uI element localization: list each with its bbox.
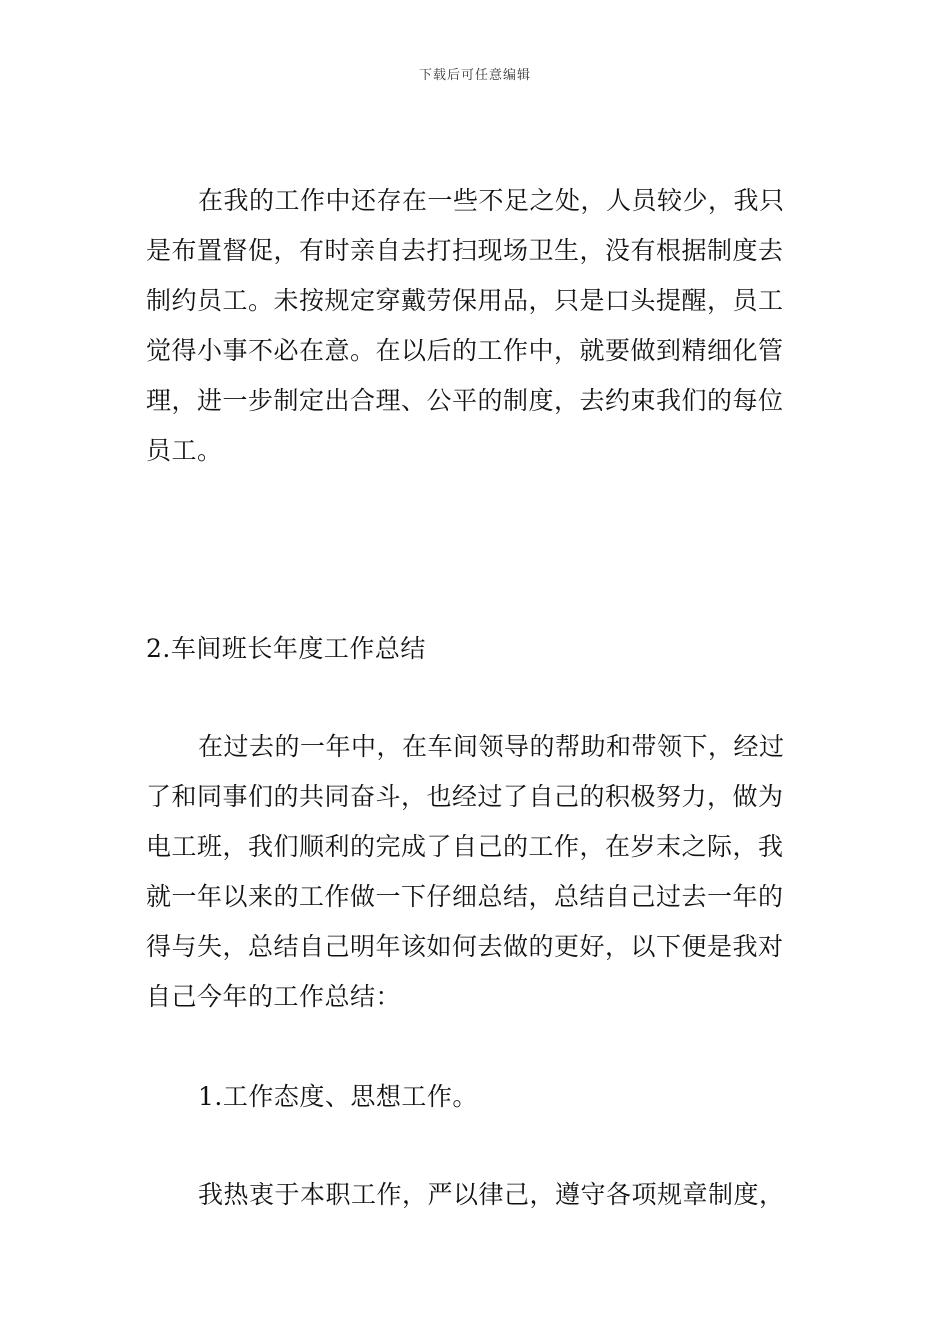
paragraph-line: 是布置督促，有时亲自去打扫现场卫生，没有根据制度去 — [146, 236, 784, 265]
paragraph-line: 在我的工作中还存在一些不足之处，人员较少，我只 — [198, 186, 785, 215]
list-item-text: 1.工作态度、思想工作。 — [198, 1082, 478, 1111]
paragraph-line: 了和同事们的共同奋斗，也经过了自己的积极努力，做为 — [146, 782, 784, 811]
section-title — [146, 624, 810, 674]
paragraph-shortcomings — [146, 176, 810, 476]
paragraph-line: 我热衷于本职工作，严以律己，遵守各项规章制度， — [198, 1180, 785, 1209]
paragraph-line: 电工班，我们顺利的完成了自己的工作，在岁末之际，我 — [146, 832, 784, 861]
paragraph-line: 得与失，总结自己明年该如何去做的更好，以下便是我对 — [146, 932, 784, 961]
paragraph-attitude — [146, 1170, 810, 1220]
paragraph-line: 自己今年的工作总结： — [146, 982, 402, 1011]
paragraph-line: 在过去的一年中，在车间领导的帮助和带领下，经过 — [198, 732, 785, 761]
paragraph-line: 员工。 — [146, 436, 223, 465]
paragraph-line: 觉得小事不必在意。在以后的工作中，就要做到精细化管 — [146, 336, 784, 365]
paragraph-line: 制约员工。未按规定穿戴劳保用品，只是口头提醒，员工 — [146, 286, 784, 315]
paragraph-intro — [146, 722, 810, 1022]
paragraph-line: 理，进一步制定出合理、公平的制度，去约束我们的每位 — [146, 386, 784, 415]
list-item-heading — [146, 1072, 810, 1122]
header-note: 下载后可任意编辑 — [418, 68, 531, 83]
paragraph-line: 就一年以来的工作做一下仔细总结，总结自己过去一年的 — [146, 882, 784, 911]
section-title-text: 2.车间班长年度工作总结 — [146, 634, 426, 663]
